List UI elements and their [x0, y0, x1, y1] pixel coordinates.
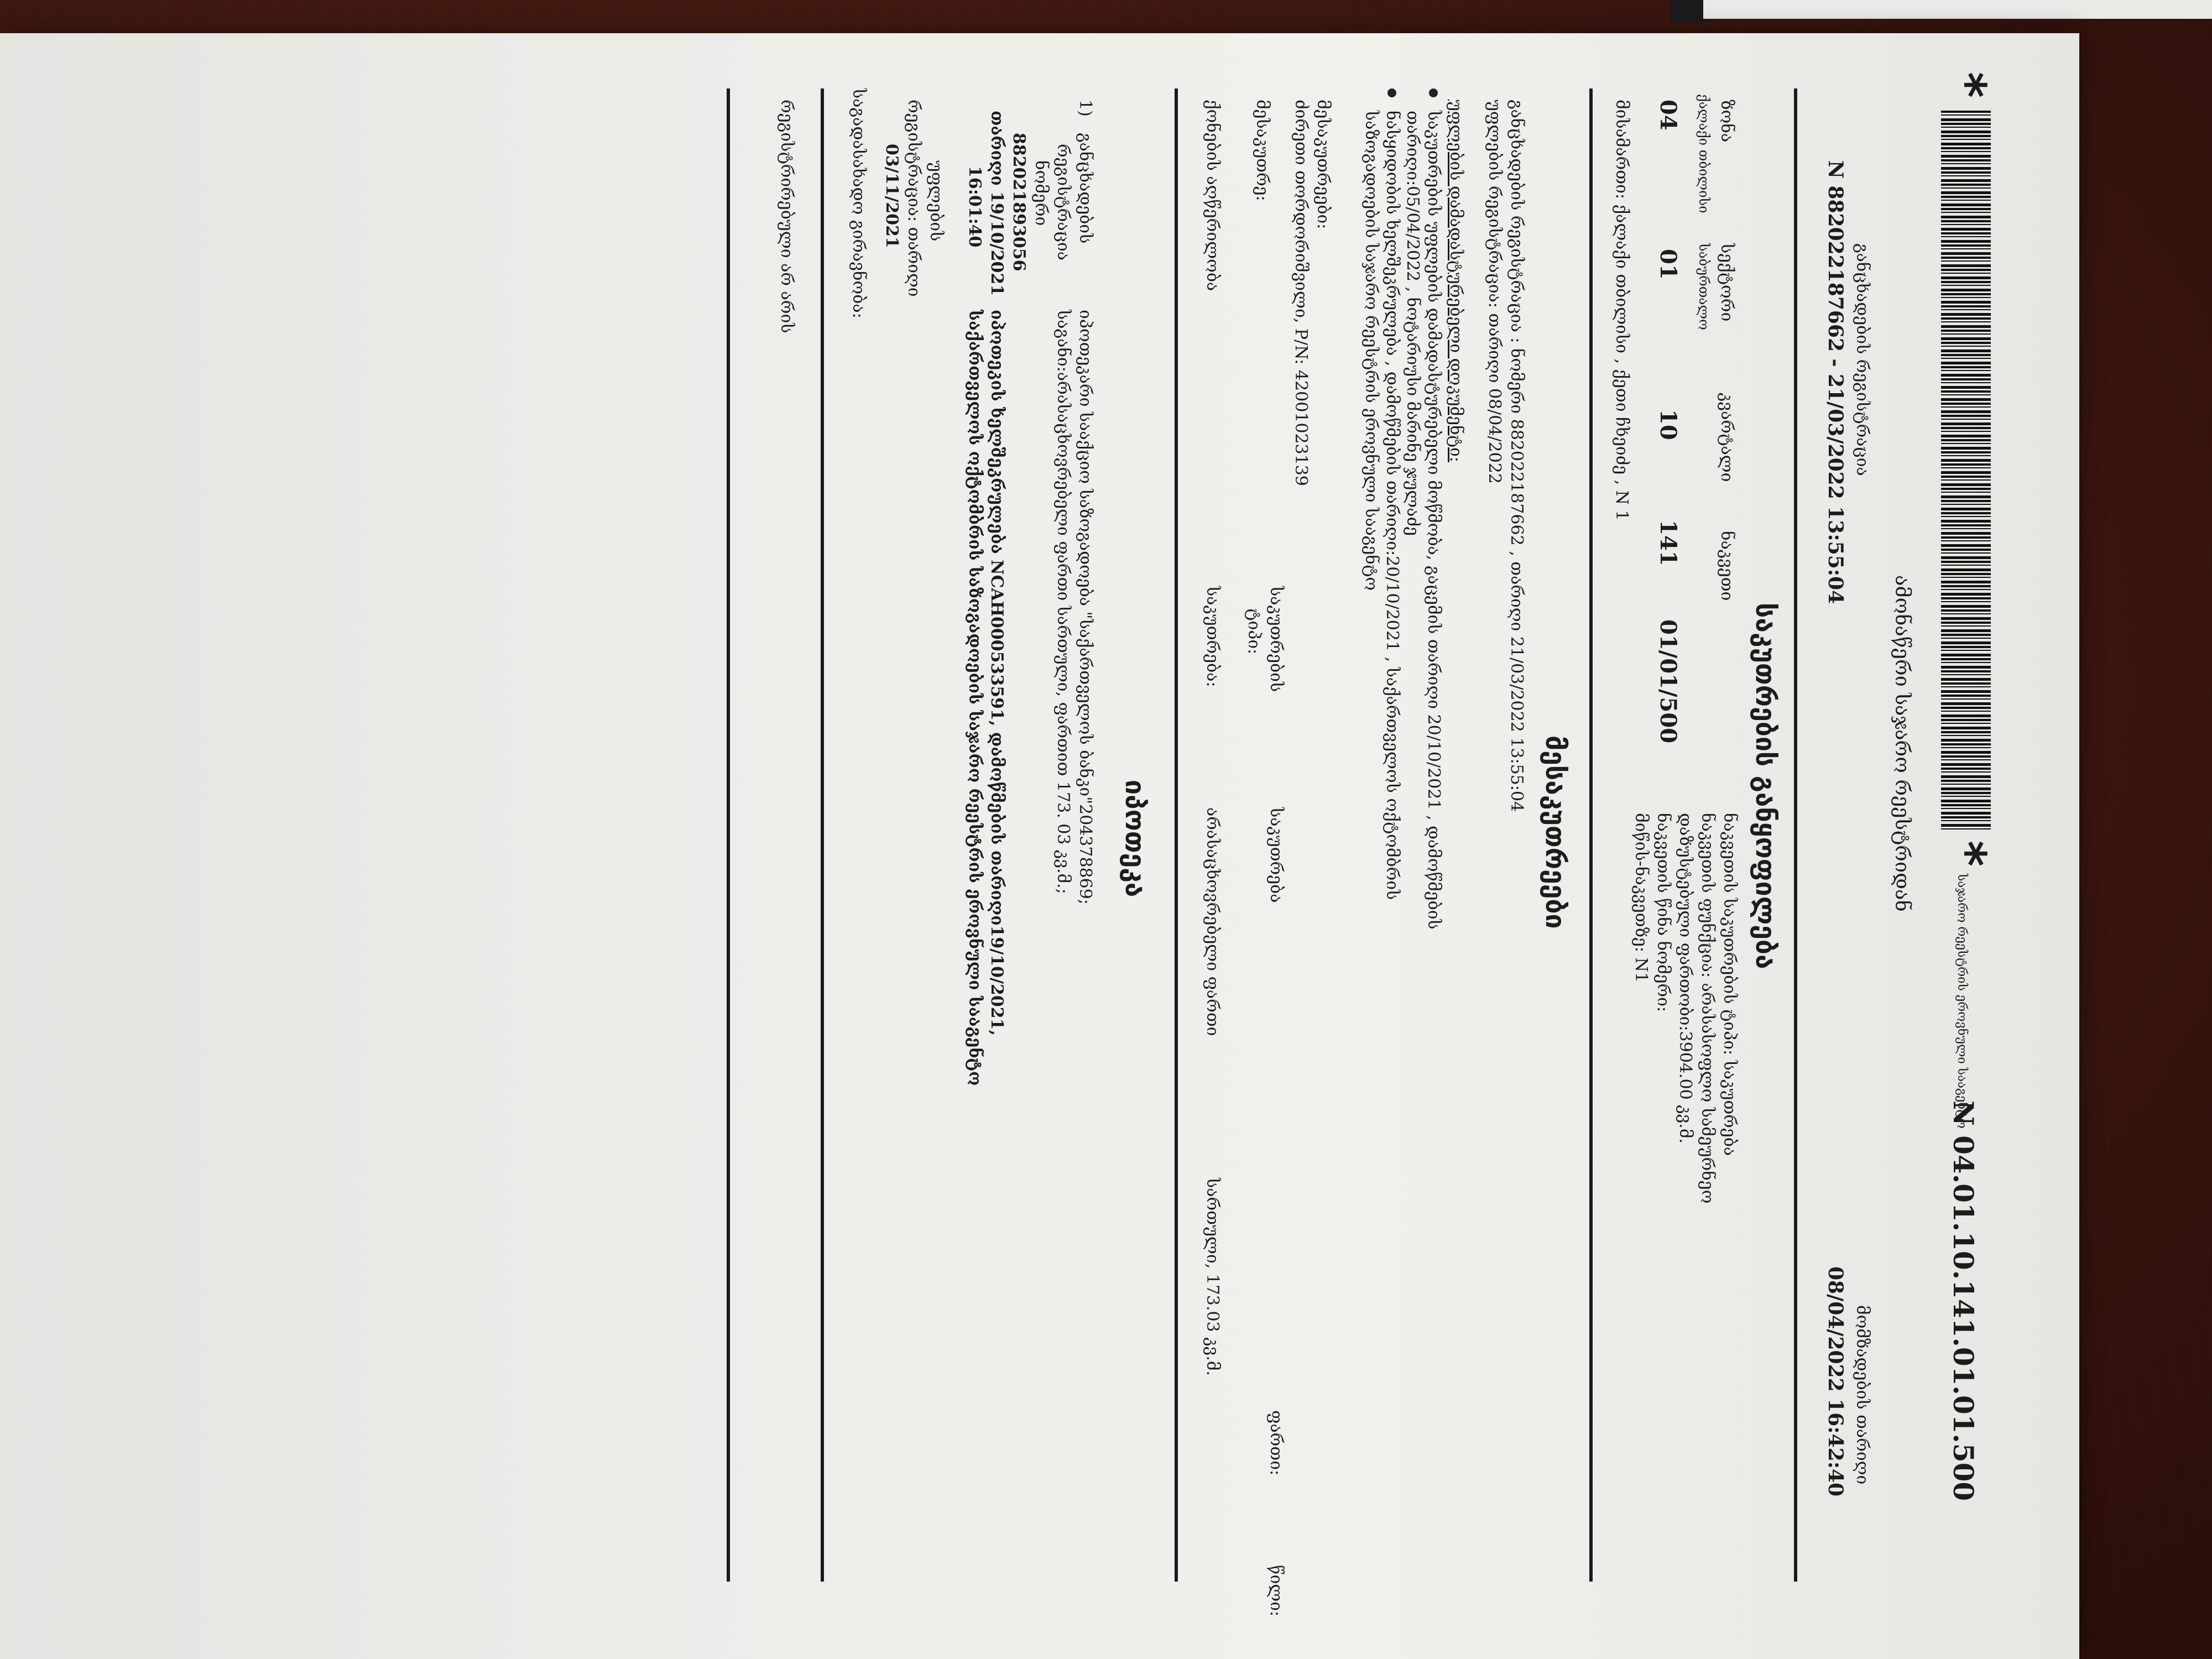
mortgage-app-date: თარიღი 19/10/2021 [987, 111, 1006, 296]
sector-label: სექტორი [1717, 243, 1736, 322]
area-value: სართული, 173.03 კვ.მ. [1203, 1178, 1222, 1376]
section-title-property: საკუთრების განყოფილება [1750, 603, 1781, 969]
property-type-label-2: ტიპი: [1244, 608, 1264, 655]
mortgage-app-time: 16:01:40 [965, 166, 984, 248]
owner-desc-label: მესაკუთრე: [1253, 100, 1272, 201]
owner-name: ძირეთი თორდორიშვილი, P/N: 42001023139 [1291, 100, 1311, 486]
land-area: დაზუსტებული ფართობი:3904.00 კვ.მ. [1676, 813, 1695, 1144]
bullet [1387, 88, 1396, 97]
quarter-label: კვარტალი [1717, 393, 1736, 482]
bullet [1429, 88, 1438, 97]
land-parcel-number: მიწის-ნაკვეთზე: N1 [1631, 813, 1651, 983]
basis-document-1: საკუთრების უფლების დამადასტურებელი მოწმობა, გაცემის თარიღი 20/10/2021 , დამოწმების [1424, 111, 1443, 930]
property-desc-label: ქონების აღწერილობა [1203, 100, 1222, 291]
footer-note: რეგისტრირებული არ არის [777, 100, 796, 333]
mortgage-app-label-3: ნომერი [1031, 160, 1051, 226]
mortgage-item-number: 1) [1076, 100, 1095, 117]
registration-line: განცხადების რეგისტრაცია : ნომერი 882022187662 , თარიღი 21/03/2022 13:55:04 [1507, 100, 1526, 812]
quarter-value: 10 [1655, 409, 1681, 440]
barcode-star-right: * [1938, 841, 1996, 867]
application-label: განცხადების რეგისტრაცია [1853, 243, 1872, 476]
document-content [44, 33, 2013, 1637]
mortgage-notary: საქართველოს ოქტომბრის საზოგადოების საჯარო რეესტრის ეროვნული სააგენტო [965, 310, 984, 1086]
section-divider [1175, 88, 1178, 1582]
property-label: საკუთრება: [1203, 586, 1222, 687]
zone-value: 04 [1655, 100, 1681, 131]
mortgage-holder: იპოთეკარი სააქციო საზოგადოება "საქართველოს ბანკი"204378869; [1076, 310, 1095, 905]
right-registration-line: უფლების რეგისტრაცია: თარიღი 08/04/2022 [1485, 100, 1504, 484]
unit-value: 01/01/500 [1655, 619, 1681, 744]
property-value: არასაცხოვრებელი ფართი [1203, 807, 1222, 1036]
mortgage-subject: საგანი:არასაცხოვრებელი ფართი სართული, ფართით 173. 03 კვ.მ.; [1053, 310, 1073, 894]
document-sheet [0, 33, 2079, 1659]
sector-value: 01 [1655, 249, 1681, 280]
address: მისამართი: ქალაქი თბილისი , ქეთი ჩხეიძე , N 1 [1612, 100, 1631, 521]
section-divider [1589, 88, 1593, 1582]
agency-line: საჯარო რეესტრის ეროვნული სააგენტო [1955, 874, 1969, 1129]
section-title-owners: მესაკუთრეები [1540, 735, 1571, 929]
sector-sublabel: საბურთალო [1696, 243, 1712, 330]
document-title: ამონაწერი საჯარო რეესტრიდან [1891, 575, 1913, 912]
owners-label: მესაკუთრეები: [1313, 100, 1333, 229]
basis-document-2: ნასყიდობის ხელშეკრულება , დამოწმების თარიღი:20/10/2021 , საქართველოს ოქტომბრის [1383, 111, 1402, 900]
background-paper [1703, 0, 2212, 19]
prep-date: 08/04/2022 16:42:40 [1824, 1266, 1847, 1497]
cadastral-code: N 04.01.10.141.01.01.500 [1947, 1100, 1980, 1501]
section-divider [727, 88, 730, 1582]
property-type-label: საკუთრების [1266, 586, 1286, 692]
section-title-mortgage: იპოთეკა [1119, 780, 1150, 898]
mortgage-app-label: განცხადების [1076, 133, 1095, 244]
barcode-star-left: * [1938, 72, 1996, 98]
basis-document-1-cont: თარიღი:05/04/2022 , ნოტარიუსი მარინე ჯულაძე [1403, 111, 1422, 536]
land-prev-number: ნაკვეთის წინა ნომერი: [1653, 813, 1673, 1012]
area-label: ფართი: [1266, 1410, 1286, 1476]
prep-date-label: მომზადების თარიღი [1853, 1305, 1872, 1485]
zone-sublabel: ქალაქი თბილისი [1696, 94, 1712, 213]
parcel-value: 141 [1655, 520, 1681, 566]
parcel-label: ნაკვეთი [1717, 531, 1736, 601]
property-type-value: საკუთრება [1266, 807, 1286, 903]
barcode [1941, 111, 1991, 830]
rights-reg-label: უფლების [926, 160, 946, 242]
mortgage-app-label-2: რეგისტრაცია [1053, 144, 1073, 260]
basis-label: უფლების დამადასტურებელი დოკუმენტი: [1446, 100, 1465, 462]
land-function: ნაკვეთის ფუნქცია: არასასოფლო სამეურნეო [1698, 813, 1717, 1204]
rights-reg-label-2: რეგისტრაცია: თარიღი [904, 100, 924, 297]
share-label: წილი: [1266, 1565, 1286, 1617]
zone-label: ზონა [1717, 100, 1736, 143]
section-divider [821, 88, 824, 1582]
rights-reg-date: 03/11/2021 [882, 144, 901, 248]
land-ownership-type: ნაკვეთის საკუთრების ტიპი: საკუთრება [1720, 813, 1739, 1156]
mortgage-app-number: 882021893056 [1009, 133, 1029, 272]
section-divider [1794, 88, 1797, 1582]
tax-lien-label: საგადასახადო გირავნობა: [849, 88, 868, 319]
basis-document-2-cont: საზოგადოების საჯარო რეესტრის ეროვნული სააგენტო [1361, 111, 1381, 591]
application-number: N 882022187662 - 21/03/2022 13:55:04 [1824, 160, 1847, 604]
mortgage-contract: იპოთეკის ხელშეკრულება NCAH000533591, დამოწმების თარიღი19/10/2021, [987, 310, 1006, 1036]
